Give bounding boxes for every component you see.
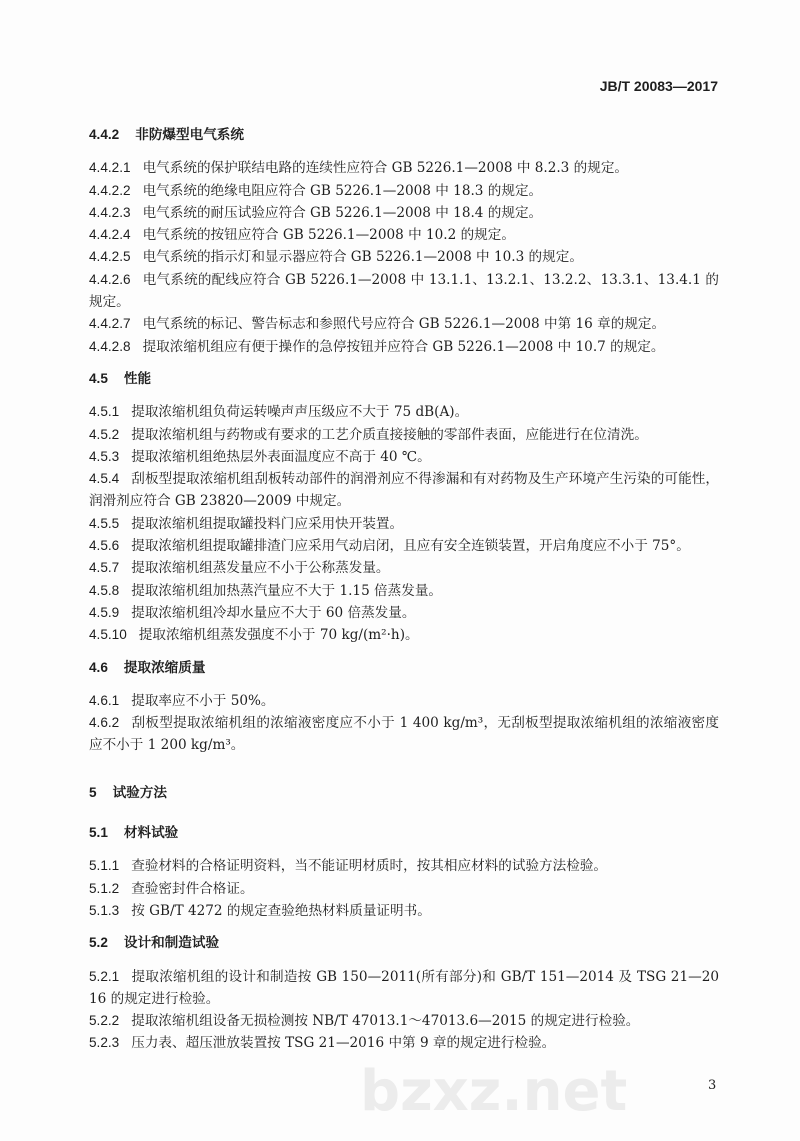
heading-number: 5 bbox=[89, 784, 97, 800]
clause-text: 电气系统的标记、警告标志和参照代号应符合 GB 5226.1—2008 中第 16 章的规定。 bbox=[142, 316, 666, 333]
clause bbox=[89, 855, 719, 877]
heading-number: 5.1 bbox=[89, 825, 108, 841]
heading-title: 试验方法 bbox=[112, 784, 167, 801]
standard-code-header: JB/T 20083—2017 bbox=[599, 78, 718, 94]
clause bbox=[89, 157, 719, 179]
clause bbox=[89, 336, 719, 358]
heading-number: 4.6 bbox=[89, 659, 108, 675]
clause-number: 4.5.9 bbox=[89, 604, 120, 620]
section-heading-s442 bbox=[89, 124, 719, 146]
heading-title: 非防爆型电气系统 bbox=[135, 127, 244, 143]
clause-number: 5.1.1 bbox=[89, 858, 120, 874]
clause-number: 4.6.2 bbox=[89, 715, 120, 731]
clause-list-s442 bbox=[89, 157, 719, 358]
heading-title: 材料试验 bbox=[123, 825, 179, 842]
clause-number: 5.1.3 bbox=[89, 902, 120, 918]
clause-number: 4.4.2.4 bbox=[89, 227, 131, 243]
clause bbox=[89, 224, 719, 246]
clause-number: 4.6.1 bbox=[89, 692, 120, 708]
clause bbox=[89, 557, 719, 579]
clause bbox=[89, 580, 719, 602]
clause bbox=[89, 424, 719, 446]
clause bbox=[89, 313, 719, 335]
clause bbox=[89, 966, 719, 1011]
heading-number: 5.2 bbox=[89, 935, 108, 951]
clause-text: 提取浓缩机组提取罐投料门应采用快开装置。 bbox=[131, 515, 404, 532]
page-number: 3 bbox=[708, 1078, 717, 1093]
clause-number: 4.4.2.6 bbox=[89, 271, 131, 287]
clause-text: 提取浓缩机组应有便于操作的急停按钮并应符合 GB 5226.1—2008 中 10.7 的规定。 bbox=[142, 338, 665, 355]
clause bbox=[89, 446, 719, 468]
section-heading-s51 bbox=[89, 822, 719, 844]
clause-number: 4.5.3 bbox=[89, 448, 120, 464]
clause-text: 查验密封件合格证。 bbox=[131, 880, 254, 897]
clause-number: 5.1.2 bbox=[89, 880, 120, 896]
clause-text: 刮板型提取浓缩机组刮板转动部件的润滑剂应不得渗漏和有对药物及生产环境产生污染的可能性，润滑剂应符合 GB 23820—2009 中规定。 bbox=[89, 471, 719, 510]
clause bbox=[89, 202, 719, 224]
section-heading-s45 bbox=[89, 368, 719, 390]
clause-number: 5.2.2 bbox=[89, 1013, 120, 1029]
clause-text: 提取浓缩机组绝热层外表面温度应不高于 40 ℃。 bbox=[131, 448, 431, 465]
clause-text: 电气系统的按钮应符合 GB 5226.1—2008 中 10.2 的规定。 bbox=[142, 227, 515, 244]
clause bbox=[89, 535, 719, 557]
clause-text: 提取浓缩机组蒸发强度不小于 70 kg/(m²·h)。 bbox=[138, 627, 419, 644]
clause-number: 5.2.1 bbox=[89, 968, 120, 984]
clause-text: 提取浓缩机组与药物或有要求的工艺介质直接接触的零部件表面，应能进行在位清洗。 bbox=[131, 426, 648, 443]
watermark: bzxz.net bbox=[360, 1059, 628, 1124]
clause-text: 提取率应不小于 50%。 bbox=[131, 692, 275, 709]
clause-number: 4.5.2 bbox=[89, 426, 120, 442]
clause-list-s46 bbox=[89, 690, 719, 757]
heading-title: 性能 bbox=[123, 370, 152, 387]
clause bbox=[89, 900, 719, 922]
clause bbox=[89, 690, 719, 712]
clause-text: 提取浓缩机组的设计和制造按 GB 150—2011(所有部分)和 GB/T 151—2014 及 TSG 21—2016 的规定进行检验。 bbox=[89, 968, 719, 1007]
clause-number: 4.5.4 bbox=[89, 471, 120, 487]
clause bbox=[89, 269, 719, 314]
clause-number: 4.4.2.3 bbox=[89, 204, 131, 220]
clause-text: 提取浓缩机组加热蒸汽量应不大于 1.15 倍蒸发量。 bbox=[131, 582, 443, 599]
clause-number: 4.5.5 bbox=[89, 515, 120, 531]
clause-text: 提取浓缩机组蒸发量应不小于公称蒸发量。 bbox=[131, 560, 390, 577]
clause bbox=[89, 513, 719, 535]
clause-number: 4.5.1 bbox=[89, 404, 120, 420]
clause-text: 压力表、超压泄放装置按 TSG 21—2016 中第 9 章的规定进行检验。 bbox=[131, 1035, 556, 1052]
clause-text: 查验材料的合格证明资料，当不能证明材质时，按其相应材料的试验方法检验。 bbox=[131, 858, 608, 875]
clause-text: 刮板型提取浓缩机组的浓缩液密度应不小于 1 400 kg/m³，无刮板型提取浓缩机组的浓缩液密度应不小于 1 200 kg/m³。 bbox=[89, 715, 719, 754]
clause-number: 4.5.8 bbox=[89, 582, 120, 598]
clause-text: 按 GB/T 4272 的规定查验绝热材料质量证明书。 bbox=[131, 902, 431, 919]
clause-number: 4.5.7 bbox=[89, 560, 120, 576]
clause-text: 提取浓缩机组设备无损检测按 NB/T 47013.1～47013.6—2015 的规定进行检验。 bbox=[131, 1013, 640, 1030]
clause bbox=[89, 1032, 719, 1054]
heading-title: 设计和制造试验 bbox=[123, 935, 220, 952]
clause bbox=[89, 602, 719, 624]
clause-text: 提取浓缩机组冷却水量应不大于 60 倍蒸发量。 bbox=[131, 604, 416, 621]
clause-text: 电气系统的绝缘电阻应符合 GB 5226.1—2008 中 18.3 的规定。 bbox=[142, 182, 543, 199]
clause bbox=[89, 401, 719, 423]
clause-text: 提取浓缩机组提取罐排渣门应采用气动启闭，且应有安全连锁装置，开启角度应不小于 75°。 bbox=[131, 538, 690, 555]
clause-text: 电气系统的指示灯和显示器应符合 GB 5226.1—2008 中 10.3 的规定。 bbox=[142, 249, 583, 266]
clause-text: 电气系统的配线应符合 GB 5226.1—2008 中 13.1.1、13.2.1、13.2.2、13.3.1、13.4.1 的规定。 bbox=[89, 271, 719, 311]
clause-text: 电气系统的保护联结电路的连续性应符合 GB 5226.1—2008 中 8.2.3 的规定。 bbox=[142, 160, 629, 177]
clause bbox=[89, 1010, 719, 1032]
clause bbox=[89, 246, 719, 268]
clause bbox=[89, 712, 719, 757]
clause-number: 5.2.3 bbox=[89, 1035, 120, 1051]
clause-text: 提取浓缩机组负荷运转噪声声压级应不大于 75 dB(A)。 bbox=[131, 404, 469, 421]
heading-title: 提取浓缩质量 bbox=[123, 659, 206, 676]
clause-number: 4.4.2.8 bbox=[89, 338, 131, 354]
section-heading-s5 bbox=[89, 782, 719, 804]
clause bbox=[89, 878, 719, 900]
section-heading-s52 bbox=[89, 932, 719, 954]
clause-text: 电气系统的耐压试验应符合 GB 5226.1—2008 中 18.4 的规定。 bbox=[142, 204, 543, 221]
clause-number: 4.4.2.7 bbox=[89, 316, 131, 332]
heading-number: 4.4.2 bbox=[89, 127, 120, 142]
clause-number: 4.5.6 bbox=[89, 538, 120, 554]
clause-number: 4.4.2.2 bbox=[89, 182, 131, 198]
section-heading-s46 bbox=[89, 657, 719, 679]
clause-number: 4.4.2.5 bbox=[89, 249, 131, 265]
clause-list-s45 bbox=[89, 401, 719, 646]
clause-number: 4.5.10 bbox=[89, 627, 127, 643]
clause-number: 4.4.2.1 bbox=[89, 160, 131, 176]
document-body bbox=[89, 124, 719, 1055]
clause bbox=[89, 180, 719, 202]
clause-list-s52 bbox=[89, 966, 719, 1055]
clause bbox=[89, 624, 719, 646]
clause bbox=[89, 468, 719, 513]
heading-number: 4.5 bbox=[89, 370, 108, 386]
clause-list-s51 bbox=[89, 855, 719, 922]
